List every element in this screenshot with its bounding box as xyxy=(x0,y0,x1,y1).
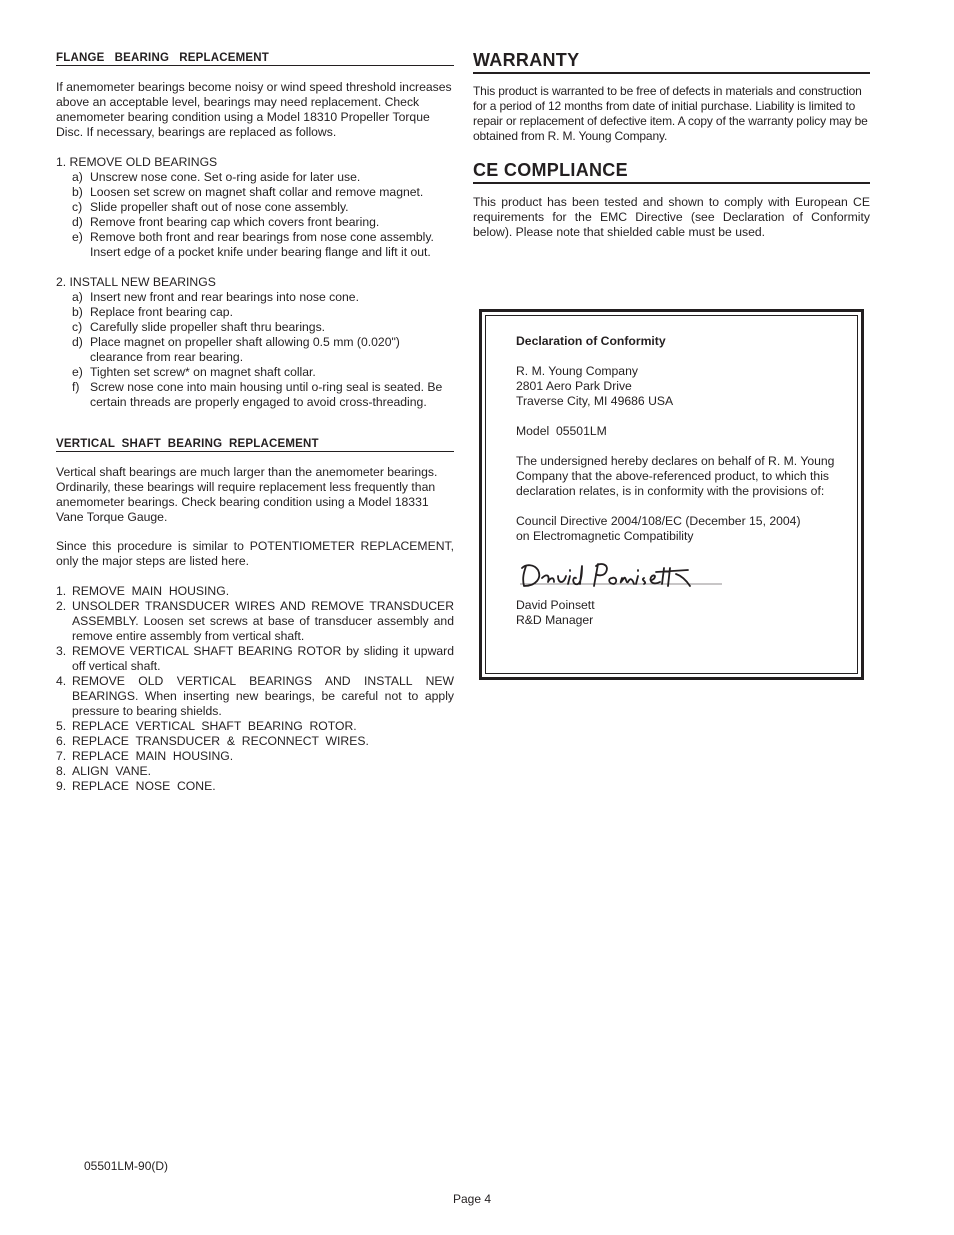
document-code: 05501LM-90(D) xyxy=(84,1159,169,1173)
item-text: Place magnet on propeller shaft allowing 0.5 mm (0.020") clearance from rear bearing. xyxy=(90,335,400,364)
declaration-title: Declaration of Conformity xyxy=(516,334,666,348)
item-marker: 2. xyxy=(56,599,67,613)
company-name: R. M. Young Company xyxy=(516,364,638,378)
item-marker: d) xyxy=(72,335,83,349)
item-marker: 5. xyxy=(56,719,67,733)
signer-name: David Poinsett xyxy=(516,598,595,612)
item-marker: 3. xyxy=(56,644,67,658)
item-marker: b) xyxy=(72,185,83,199)
list-item xyxy=(56,584,454,599)
item-marker: 1. xyxy=(56,584,67,598)
list-item xyxy=(56,200,454,215)
step1-list xyxy=(56,170,454,260)
company-street: 2801 Aero Park Drive xyxy=(516,379,632,393)
item-marker: 8. xyxy=(56,764,67,778)
list-item xyxy=(56,185,454,200)
signer-title: R&D Manager xyxy=(516,613,594,627)
item-marker: 7. xyxy=(56,749,67,763)
vertical-intro: Vertical shaft bearings are much larger than the anemometer bearings. Ordinarily, these bearings will require replacement less frequently than anemometer bearings. Check bearing condition using a Model 18331 Vane Torque Gauge. xyxy=(56,465,438,524)
item-marker: c) xyxy=(72,200,83,214)
item-text: Carefully slide propeller shaft thru bearings. xyxy=(90,320,326,334)
list-item xyxy=(56,749,454,764)
item-marker: a) xyxy=(72,290,83,304)
list-item xyxy=(56,764,454,779)
item-text: ALIGN VANE. xyxy=(72,764,152,778)
item-text: REPLACE MAIN HOUSING. xyxy=(72,749,234,763)
item-marker: a) xyxy=(72,170,83,184)
list-item xyxy=(56,215,454,230)
directive-line-1: Council Directive 2004/108/EC (December 15, 2004) xyxy=(516,514,801,528)
item-marker: e) xyxy=(72,365,83,379)
item-marker: b) xyxy=(72,305,83,319)
item-text: REMOVE MAIN HOUSING. xyxy=(72,584,230,598)
ce-compliance-heading: CE COMPLIANCE xyxy=(473,160,870,184)
step2-title: 2. INSTALL NEW BEARINGS xyxy=(56,275,216,289)
list-item xyxy=(56,335,454,365)
item-text: REPLACE NOSE CONE. xyxy=(72,779,216,793)
item-text: Unscrew nose cone. Set o-ring aside for later use. xyxy=(90,170,361,184)
model-number: Model 05501LM xyxy=(516,424,607,438)
right-column xyxy=(473,50,870,240)
item-marker: 4. xyxy=(56,674,67,688)
flange-heading: FLANGE BEARING REPLACEMENT xyxy=(56,52,454,66)
declaration-statement: The undersigned hereby declares on behalf of R. M. Young Company that the above-referenced product, to which this declaration relates, is in conformity with the provisions of: xyxy=(516,454,835,498)
item-marker: 9. xyxy=(56,779,67,793)
company-city: Traverse City, MI 49686 USA xyxy=(516,394,674,408)
item-text: Remove both front and rear bearings from nose cone assembly. Insert edge of a pocket knife under bearing flange and lift it out. xyxy=(90,230,434,259)
step1-title: 1. REMOVE OLD BEARINGS xyxy=(56,155,218,169)
vertical-heading: VERTICAL SHAFT BEARING REPLACEMENT xyxy=(56,438,454,452)
directive-line-2: on Electromagnetic Compatibility xyxy=(516,529,694,543)
item-marker: e) xyxy=(72,230,83,244)
item-marker: 6. xyxy=(56,734,67,748)
item-marker: c) xyxy=(72,320,83,334)
item-text: Insert new front and rear bearings into nose cone. xyxy=(90,290,359,304)
item-marker: f) xyxy=(72,380,80,394)
vertical-steps xyxy=(56,584,454,794)
declaration-content xyxy=(516,334,836,628)
list-item xyxy=(56,170,454,185)
list-item xyxy=(56,230,454,260)
item-text: Loosen set screw on magnet shaft collar and remove magnet. xyxy=(90,185,424,199)
vertical-intro-2: Since this procedure is similar to POTENTIOMETER REPLACEMENT, only the major steps are listed here. xyxy=(56,539,454,568)
flange-intro: If anemometer bearings become noisy or wind speed threshold increases above an acceptable level, bearings may need replacement. Check anemometer bearing condition using a Model 18310 Propeller Torque Disc. If necessary, bearings are replaced as follows. xyxy=(56,80,452,139)
list-item xyxy=(56,380,454,410)
left-column xyxy=(56,52,454,794)
declaration-inner-border xyxy=(485,315,858,674)
list-item xyxy=(56,779,454,794)
list-item xyxy=(56,365,454,380)
item-text: REMOVE VERTICAL SHAFT BEARING ROTOR by sliding it upward off vertical shaft. xyxy=(72,644,454,673)
declaration-box xyxy=(479,309,864,680)
item-text: Replace front bearing cap. xyxy=(90,305,233,319)
list-item xyxy=(56,734,454,749)
item-text: REMOVE OLD VERTICAL BEARINGS AND INSTALL NEW BEARINGS. When inserting new bearings, be careful not to apply pressure to bearing shields. xyxy=(72,674,454,718)
item-text: REPLACE VERTICAL SHAFT BEARING ROTOR. xyxy=(72,719,357,733)
list-item xyxy=(56,719,454,734)
step2-list xyxy=(56,290,454,410)
list-item xyxy=(56,644,454,674)
list-item xyxy=(56,290,454,305)
list-item xyxy=(56,320,454,335)
warranty-text: This product is warranted to be free of defects in materials and construction for a period of 12 months from date of initial purchase. Liability is limited to repair or replacement of defective item. A copy of the warranty policy may be obtained from R. M. Young Company. xyxy=(473,84,868,143)
item-text: Tighten set screw* on magnet shaft collar. xyxy=(90,365,316,379)
page-number: Page 4 xyxy=(453,1192,492,1206)
item-text: Remove front bearing cap which covers front bearing. xyxy=(90,215,380,229)
signature-image xyxy=(516,554,726,594)
list-item xyxy=(56,599,454,644)
item-text: Screw nose cone into main housing until o-ring seal is seated. Be certain threads are properly engaged to avoid cross-threading. xyxy=(90,380,443,409)
list-item xyxy=(56,305,454,320)
item-text: Slide propeller shaft out of nose cone assembly. xyxy=(90,200,349,214)
item-marker: d) xyxy=(72,215,83,229)
ce-compliance-text: This product has been tested and shown to comply with European CE requirements for the EMC Directive (see Declaration of Conformity below). Please note that shielded cable must be used. xyxy=(473,195,870,239)
list-item xyxy=(56,674,454,719)
item-text: REPLACE TRANSDUCER & RECONNECT WIRES. xyxy=(72,734,369,748)
item-text: UNSOLDER TRANSDUCER WIRES AND REMOVE TRANSDUCER ASSEMBLY. Loosen set screws at base of transducer assembly and remove entire assembly from vertical shaft. xyxy=(72,599,454,643)
warranty-heading: WARRANTY xyxy=(473,50,870,74)
